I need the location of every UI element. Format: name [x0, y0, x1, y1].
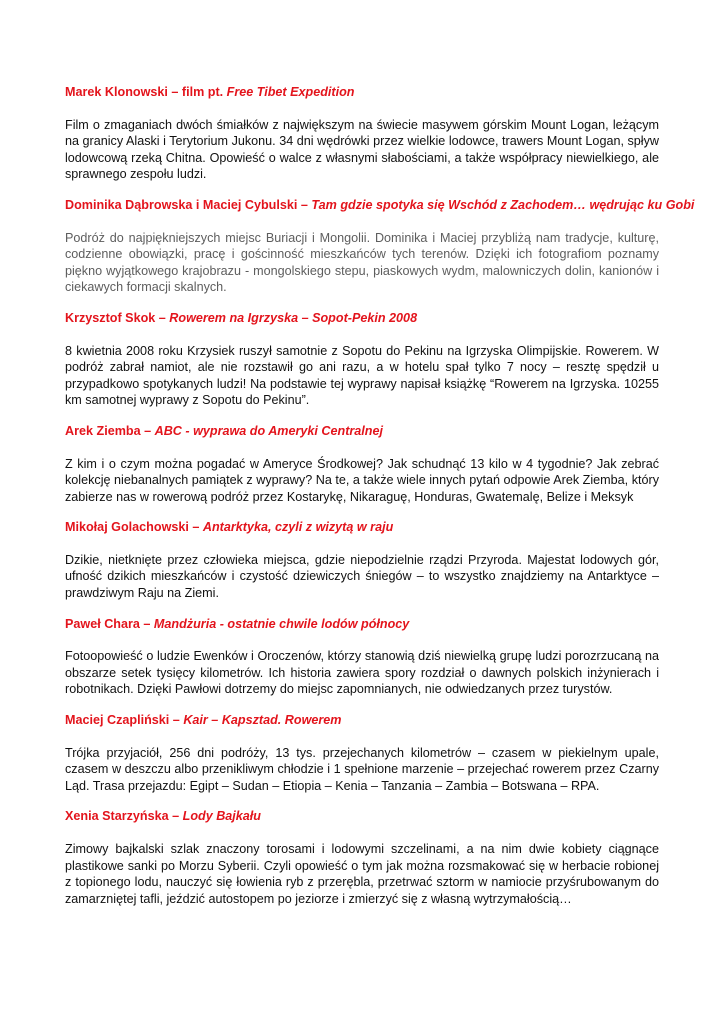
heading-title: Lody Bajkału [182, 809, 262, 824]
heading-author: Arek Ziemba [65, 423, 141, 438]
section-czaplinski [65, 712, 659, 794]
section-dabrowska-cybulski [65, 197, 695, 296]
section-description: Zimowy bajkalski szlak znaczony torosami i lodowymi szczelinami, a na nim dwie kobiety ciągnące plastikowe sanki po Morzu Syberii. Czyli opowieść o tym jak można rozsmakować się w herbacie robionej z topionego lodu, nauczyć się łowienia ryb z przerębla, przetrwać sztorm w namiocie przyśrubowanym do zamarzniętej tafli, jeździć autostopem po jeziorze i zmierzyć się z własną wytrzymałością… [65, 842, 659, 906]
section-description: Film o zmaganiach dwóch śmiałków z największym na świecie masywem górskim Mount Logan, leżącym na granicy Alaski i Terytorium Jukonu. 34 dni wędrówki przez wielkie lodowce, trawers Mount Logan, spływ lodowcową rzeką Chitna. Opowieść o walce z własnymi słabościami, a także współpracy niewielkiego, ale sprawnego zespołu ludzi. [65, 117, 659, 182]
section-heading [65, 310, 659, 327]
heading-title: Free Tibet Expedition [226, 85, 355, 99]
heading-title: Mandżuria - ostatnie chwile lodów północy [153, 616, 410, 631]
section-description: Podróż do najpiękniejszych miejsc Buriacji i Mongolii. Dominika i Maciej przybliżą nam tradycje, kulturę, codzienne obowiązki, pracę i gościnność mieszkańców tych terenów. Dzięki ich fotografiom poznamy piękno wyjątkowego krajobrazu - mongolskiego stepu, piaskowych wydm, malowniczych dolin, kanionów i ciekawych formacji skalnych. [65, 230, 659, 295]
heading-title: Kair – Kapsztad. Rowerem [183, 713, 342, 728]
heading-separator: – [140, 423, 155, 438]
section-description: 8 kwietnia 2008 roku Krzysiek ruszył samotnie z Sopotu do Pekinu na Igrzyska Olimpijskie. Rowerem. W podróż zabrał namiot, ale nie rozstawił go ani razu, a w hotelu spał tylko 7 nocy – resztę spędził u przypadkowo spotykanych ludzi! Na podstawie tej wyprawy napisał książkę “Rowerem na Igrzyska. 10255 km samotnej wyprawy z Sopotu do Pekinu”. [65, 343, 659, 408]
heading-separator: – [169, 713, 184, 728]
section-heading [65, 616, 659, 633]
heading-separator: – [168, 809, 183, 824]
section-heading [65, 712, 659, 729]
heading-author: Marek Klonowski [65, 85, 168, 99]
heading-title: Tam gdzie spotyka się Wschód z Zachodem… wędrując ku Gobi [311, 197, 695, 212]
section-description: Trójka przyjaciół, 256 dni podróży, 13 tys. przejechanych kilometrów – czasem w piekielnym upale, czasem w deszczu albo przenikliwym chłodzie i 1 spełnione marzenie – przejechać rowerem przez Czarny Ląd. Trasa przejazdu: Egipt – Sudan – Etiopia – Kenia – Tanzania – Zambia – Botswana – RPA. [65, 745, 659, 793]
heading-author: Paweł Chara [65, 616, 140, 631]
heading-title: ABC - wyprawa do Ameryki Centralnej [154, 423, 383, 438]
heading-author: Dominika Dąbrowska i Maciej Cybulski [65, 197, 298, 212]
section-description: Dzikie, nietknięte przez człowieka miejsca, gdzie niepodzielnie rządzi Przyroda. Majestat lodowych gór, ufność dzikich mieszkańców i czystość dziewiczych śniegów – to wszystko znajdziemy na Antarktyce – prawdziwym Raju na Ziemi. [65, 552, 659, 601]
section-heading [65, 519, 659, 536]
heading-separator: – [155, 310, 170, 325]
section-chara [65, 616, 659, 698]
heading-title: Antarktyka, czyli z wizytą w raju [202, 520, 394, 535]
heading-author: Mikołaj Golachowski [65, 520, 189, 535]
section-heading [65, 84, 659, 101]
heading-separator: – film pt. [167, 85, 227, 99]
heading-separator: – [297, 197, 312, 212]
section-klonowski [65, 84, 659, 183]
section-starzynska [65, 808, 659, 907]
heading-separator: – [188, 520, 203, 535]
section-ziemba [65, 423, 659, 505]
heading-author: Maciej Czapliński [65, 713, 170, 728]
heading-title: Rowerem na Igrzyska – Sopot-Pekin 2008 [169, 310, 418, 325]
section-heading [65, 808, 659, 825]
section-heading [65, 423, 659, 440]
section-skok [65, 310, 659, 409]
heading-author: Xenia Starzyńska [65, 809, 169, 824]
section-heading [65, 197, 695, 214]
document-page [65, 84, 695, 921]
heading-author: Krzysztof Skok [65, 310, 156, 325]
section-description: Z kim i o czym można pogadać w Ameryce Środkowej? Jak schudnąć 13 kilo w 4 tygodnie? Jak zebrać kolekcję niebanalnych pamiątek z wyprawy? Na te, a także wiele innych pytań odpowie Arek Ziemba, który zabierze nas w rowerową podróż przez Kostarykę, Nikaraguę, Honduras, Gwatemalę, Belize i Meksyk [65, 456, 659, 504]
heading-separator: – [139, 616, 154, 631]
section-golachowski [65, 519, 659, 601]
section-description: Fotoopowieść o ludzie Ewenków i Oroczenów, którzy stanowią dziś niewielką grupę ludzi porozrzucaną na obszarze setek tysięcy kilometrów. Ich historia zawiera spory rozdział o dawnych polskich inżynierach i robotnikach. Dzięki Pawłowi dotrzemy do miejsc zapomnianych, nie odwiedzanych przez turystów. [65, 649, 659, 697]
